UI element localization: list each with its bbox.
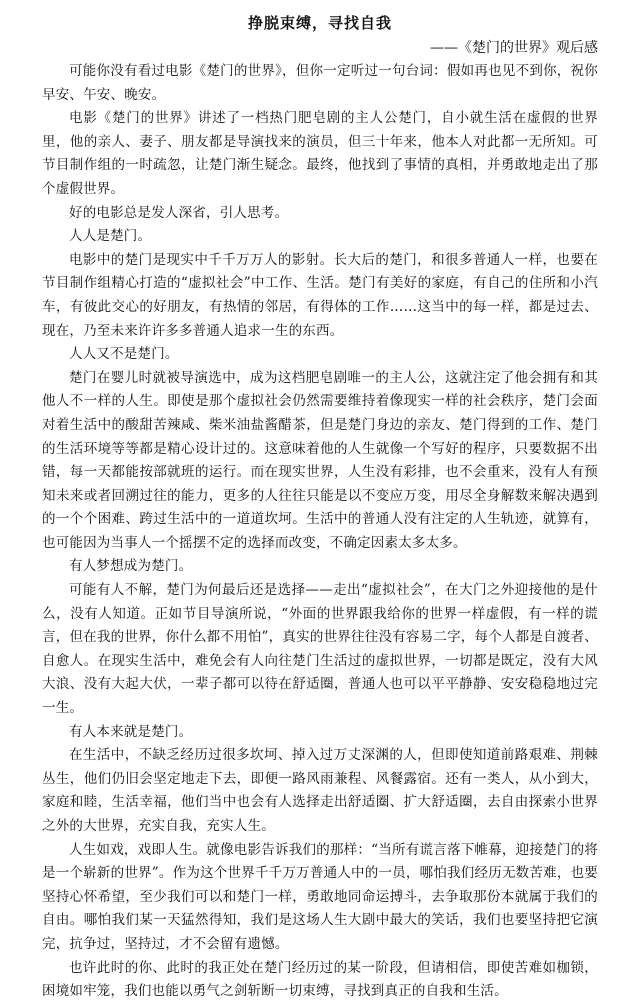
paragraph: 楚门在婴儿时就被导演选中，成为这档肥皂剧唯一的主人公，这就注定了他会拥有和其他人不一样的人生。即使是那个虚拟社会仍然需要维持着像现实一样的社会秩序，楚门会面对着生活中的酸甜苦辣咸、柴米油盐酱醋茶，但是楚门身边的亲友、楚门得到的工作、楚门的生活环境等等都是精心设计过的。这意味着他的人生就像一个写好的程序，只要数据不出错，每一天都能按部就班的运行。而在现实世界，人生没有彩排，也不会重来，没有人有预知未来或者回溯过往的能力，更多的人往往只能是以不变应万变，用尽全身解数来解决遇到的一个个困难、跨过生活中的一道道坎坷。生活中的普通人没有注定的人生轨迹，就算有，也可能因为当事人一个摇摆不定的选择而改变，不确定因素太多太多。 <box>42 369 598 551</box>
section-heading: 人人是楚门。 <box>69 228 152 245</box>
paragraph: 人生如戏，戏即人生。就像电影告诉我们的那样：“当所有谎言落下帷幕，迎接楚门的将是一个崭新的世界”。作为这个世界千千万万普通人中的一员，哪怕我们经历无数苦难，也要坚持心怀希望，至少我们可以和楚门一样，勇敢地同命运搏斗，去争取那份本就属于我们的自由。哪怕我们某一天猛然得知，我们是这场人生大剧中最大的笑话，我们也要坚持把它演完，抗争过，坚持过，才不会留有遗憾。 <box>42 841 598 952</box>
section-heading: 人人又不是楚门。 <box>69 346 179 363</box>
paragraph: 在生活中，不缺乏经历过很多坎坷、掉入过万丈深渊的人，但即使知道前路艰难、荆棘丛生，他们仍旧会坚定地走下去，即便一路风雨兼程、风餐露宿。还有一类人，从小到大，家庭和睦，生活幸福，他们当中也会有人选择走出舒适圈、扩大舒适圈，去自由探索小世界之外的大世界，充实自我，充实人生。 <box>42 747 598 834</box>
essay-subtitle: ——《楚门的世界》观后感 <box>430 40 598 56</box>
section-heading: 有人梦想成为楚门。 <box>69 558 193 575</box>
essay-body <box>42 60 598 1004</box>
paragraph: 好的电影总是发人深省，引人思考。 <box>69 204 289 221</box>
paragraph: 可能有人不解，楚门为何最后还是选择——走出“虚拟社会”，在大门之外迎接他的是什么，没有人知道。正如节目导演所说，“外面的世界跟我给你的世界一样虚假，有一样的谎言，但在我的世界，你什么都不用怕”，真实的世界往往没有容易二字，每个人都是自渡者、自愈人。在现实生活中，难免会有人向往楚门生活过的虚拟世界，一切都是既定，没有大风大浪、没有大起大伏，一辈子都可以待在舒适圈，普通人也可以平平静静、安安稳稳地过完一生。 <box>42 582 598 717</box>
paragraph: 电影《楚门的世界》讲述了一档热门肥皂剧的主人公楚门，自小就生活在虚假的世界里，他的亲人、妻子、朋友都是导演找来的演员，但三十年来，他本人对此都一无所知。可节目制作组的一时疏忽，让楚门渐生疑念。最终，他找到了事情的真相，并勇敢地走出了那个虚假世界。 <box>42 110 598 197</box>
section-heading: 有人本来就是楚门。 <box>69 723 193 740</box>
paragraph: 也许此时的你、此时的我正处在楚门经历过的某一阶段，但请相信，即使苦难如枷锁，困境如牢笼，我们也能以勇气之剑斩断一切束缚，寻找到真正的自我和生活。 <box>42 959 598 1000</box>
paragraph: 可能你没有看过电影《楚门的世界》，但你一定听过一句台词：假如再也见不到你，祝你早安、午安、晚安。 <box>42 63 598 103</box>
paragraph: 电影中的楚门是现实中千千万万人的影射。长大后的楚门，和很多普通人一样，也要在节目制作组精心打造的“虚拟社会”中工作、生活。楚门有美好的家庭，有自己的住所和小汽车，有彼此交心的好朋友，有热情的邻居，有得体的工作……这当中的每一样，都是过去、现在，乃至未来许许多多普通人追求一生的东西。 <box>42 251 598 339</box>
essay-title: 挣脱束缚，寻找自我 <box>247 14 392 32</box>
